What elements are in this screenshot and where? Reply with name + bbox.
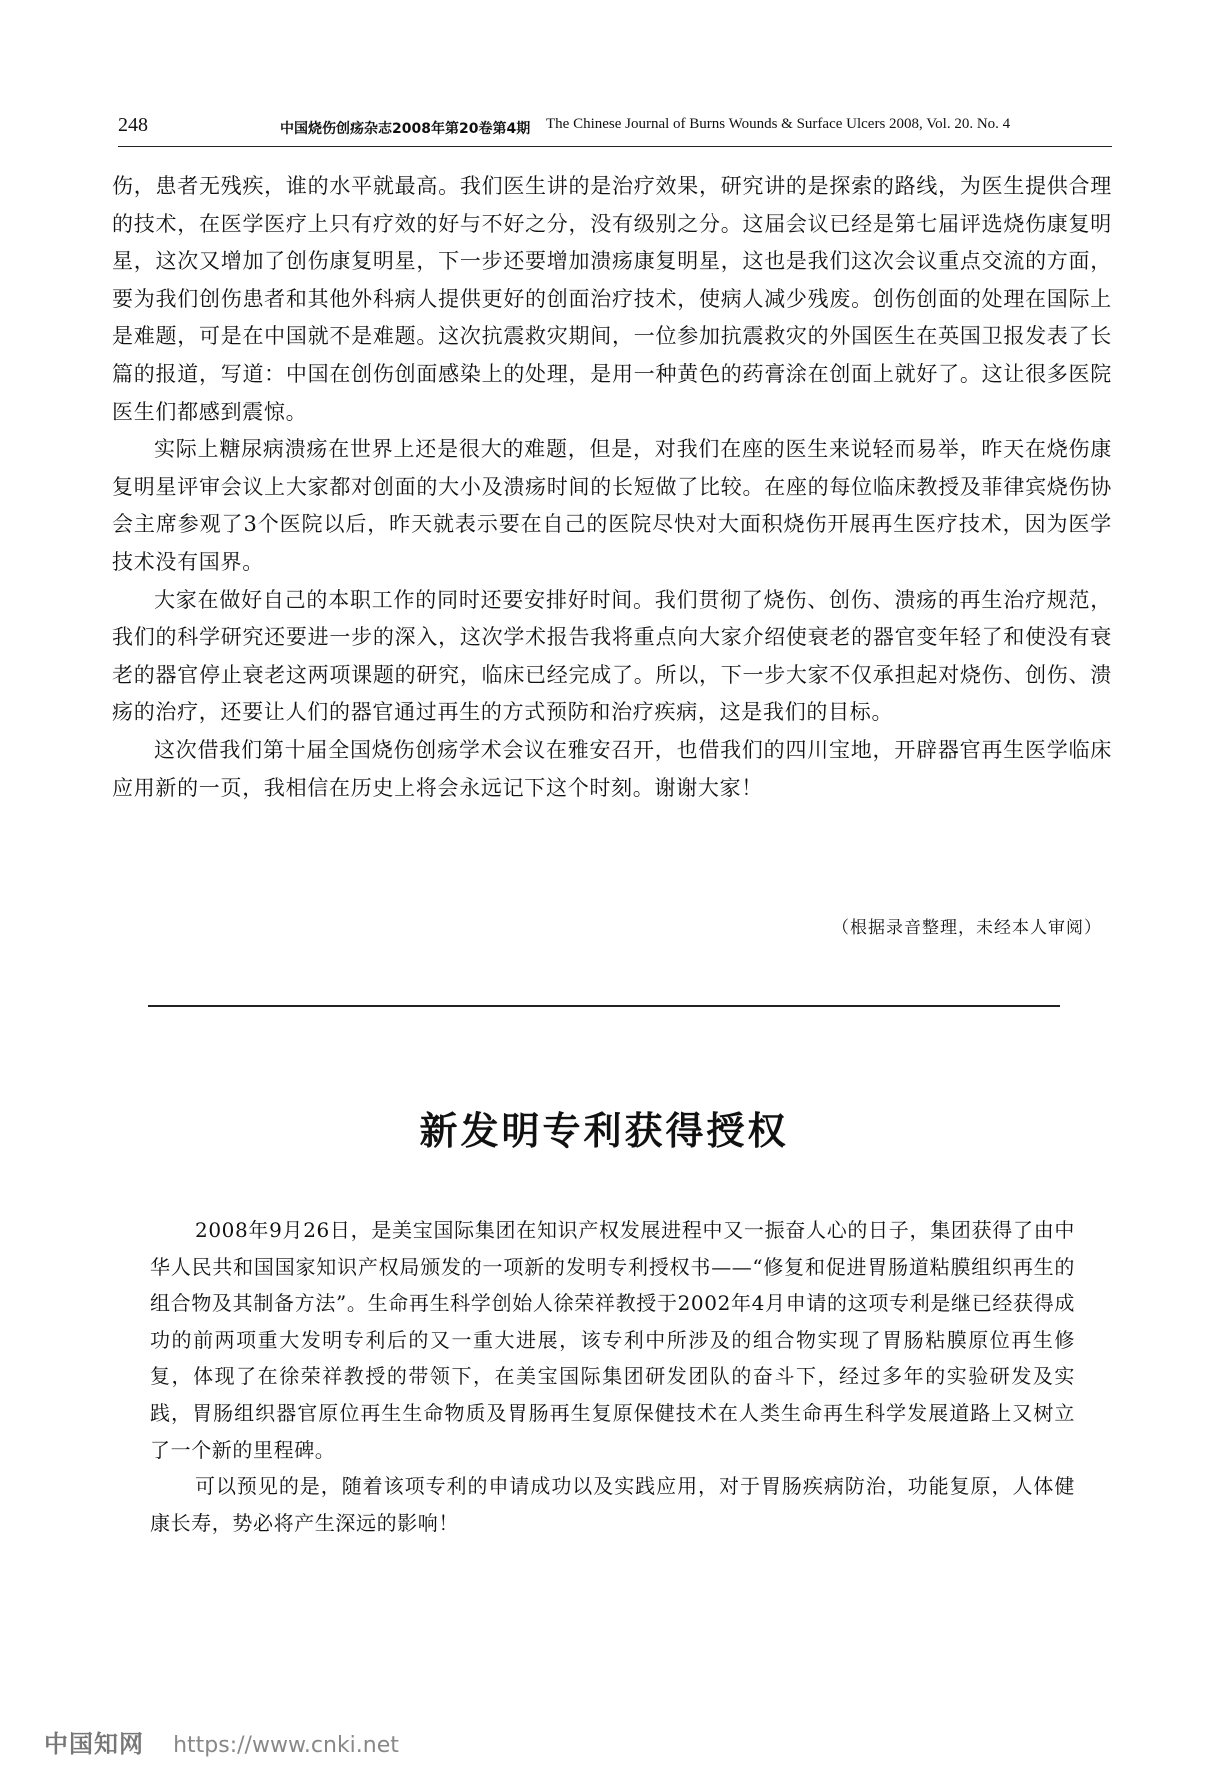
page-number: 248 xyxy=(118,114,148,136)
journal-title-en: The Chinese Journal of Burns Wounds & Surface Ulcers 2008, Vol. 20. No. 4 xyxy=(546,116,1011,132)
cnki-url[interactable]: https://www.cnki.net xyxy=(173,1733,399,1758)
article1-body xyxy=(112,168,1112,807)
article2-paragraph: 2008年9月26日，是美宝国际集团在知识产权发展进程中又一振奋人心的日子，集团获得了由中华人民共和国国家知识产权局颁发的一项新的发明专利授权书——“修复和促进胃肠道粘膜组织再生的组合物及其制备方法”。生命再生科学创始人徐荣祥教授于2002年4月申请的这项专利是继已经获得成功的前两项重大发明专利后的又一重大进展，该专利中所涉及的组合物实现了胃肠粘膜原位再生修复，体现了在徐荣祥教授的带领下，在美宝国际集团研发团队的奋斗下，经过多年的实验研发及实践，胃肠组织器官原位再生生命物质及胃肠再生复原保健技术在人类生命再生科学发展道路上又树立了一个新的里程碑。 xyxy=(150,1218,1075,1462)
article1-paragraph: 这次借我们第十届全国烧伤创疡学术会议在雅安召开，也借我们的四川宝地，开辟器官再生医学临床应用新的一页，我相信在历史上将会永远记下这个时刻。谢谢大家！ xyxy=(112,737,1112,800)
header-rule xyxy=(118,146,1112,147)
article1-paragraph: 伤，患者无残疾，谁的水平就最高。我们医生讲的是治疗效果，研究讲的是探索的路线，为医生提供合理的技术，在医学医疗上只有疗效的好与不好之分，没有级别之分。这届会议已经是第七届评选烧伤康复明星，这次又增加了创伤康复明星，下一步还要增加溃疡康复明星，这也是我们这次会议重点交流的方面，要为我们创伤患者和其他外科病人提供更好的创面治疗技术，使病人减少残废。创伤创面的处理在国际上是难题，可是在中国就不是难题。这次抗震救灾期间，一位参加抗震救灾的外国医生在英国卫报发表了长篇的报道，写道：中国在创伤创面感染上的处理，是用一种黄色的药膏涂在创面上就好了。这让很多医院医生们都感到震惊。 xyxy=(112,174,1112,424)
article2-paragraph: 可以预见的是，随着该项专利的申请成功以及实践应用，对于胃肠疾病防治，功能复原，人体健康长寿，势必将产生深远的影响！ xyxy=(150,1474,1075,1535)
article1-paragraph: 实际上糖尿病溃疡在世界上还是很大的难题，但是，对我们在座的医生来说轻而易举，昨天在烧伤康复明星评审会议上大家都对创面的大小及溃疡时间的长短做了比较。在座的每位临床教授及菲律宾烧伤协会主席参观了3个医院以后，昨天就表示要在自己的医院尽快对大面积烧伤开展再生医疗技术，因为医学技术没有国界。 xyxy=(112,437,1112,574)
cnki-logo: 中国知网 xyxy=(44,1730,144,1758)
article-separator xyxy=(148,1005,1060,1007)
running-header xyxy=(118,114,1112,144)
journal-title-cn: 中国烧伤创疡杂志2008年第20卷第4期 xyxy=(280,121,531,137)
article2-body xyxy=(150,1212,1075,1541)
transcription-note: （根据录音整理，未经本人审阅） xyxy=(832,918,1102,938)
cnki-watermark xyxy=(44,1724,399,1759)
article2-title: 新发明专利获得授权 xyxy=(419,1109,789,1153)
article1-paragraph: 大家在做好自己的本职工作的同时还要安排好时间。我们贯彻了烧伤、创伤、溃疡的再生治疗规范，我们的科学研究还要进一步的深入，这次学术报告我将重点向大家介绍使衰老的器官变年轻了和使没有衰老的器官停止衰老这两项课题的研究，临床已经完成了。所以，下一步大家不仅承担起对烧伤、创伤、溃疡的治疗，还要让人们的器官通过再生的方式预防和治疗疾病，这是我们的目标。 xyxy=(112,587,1112,725)
